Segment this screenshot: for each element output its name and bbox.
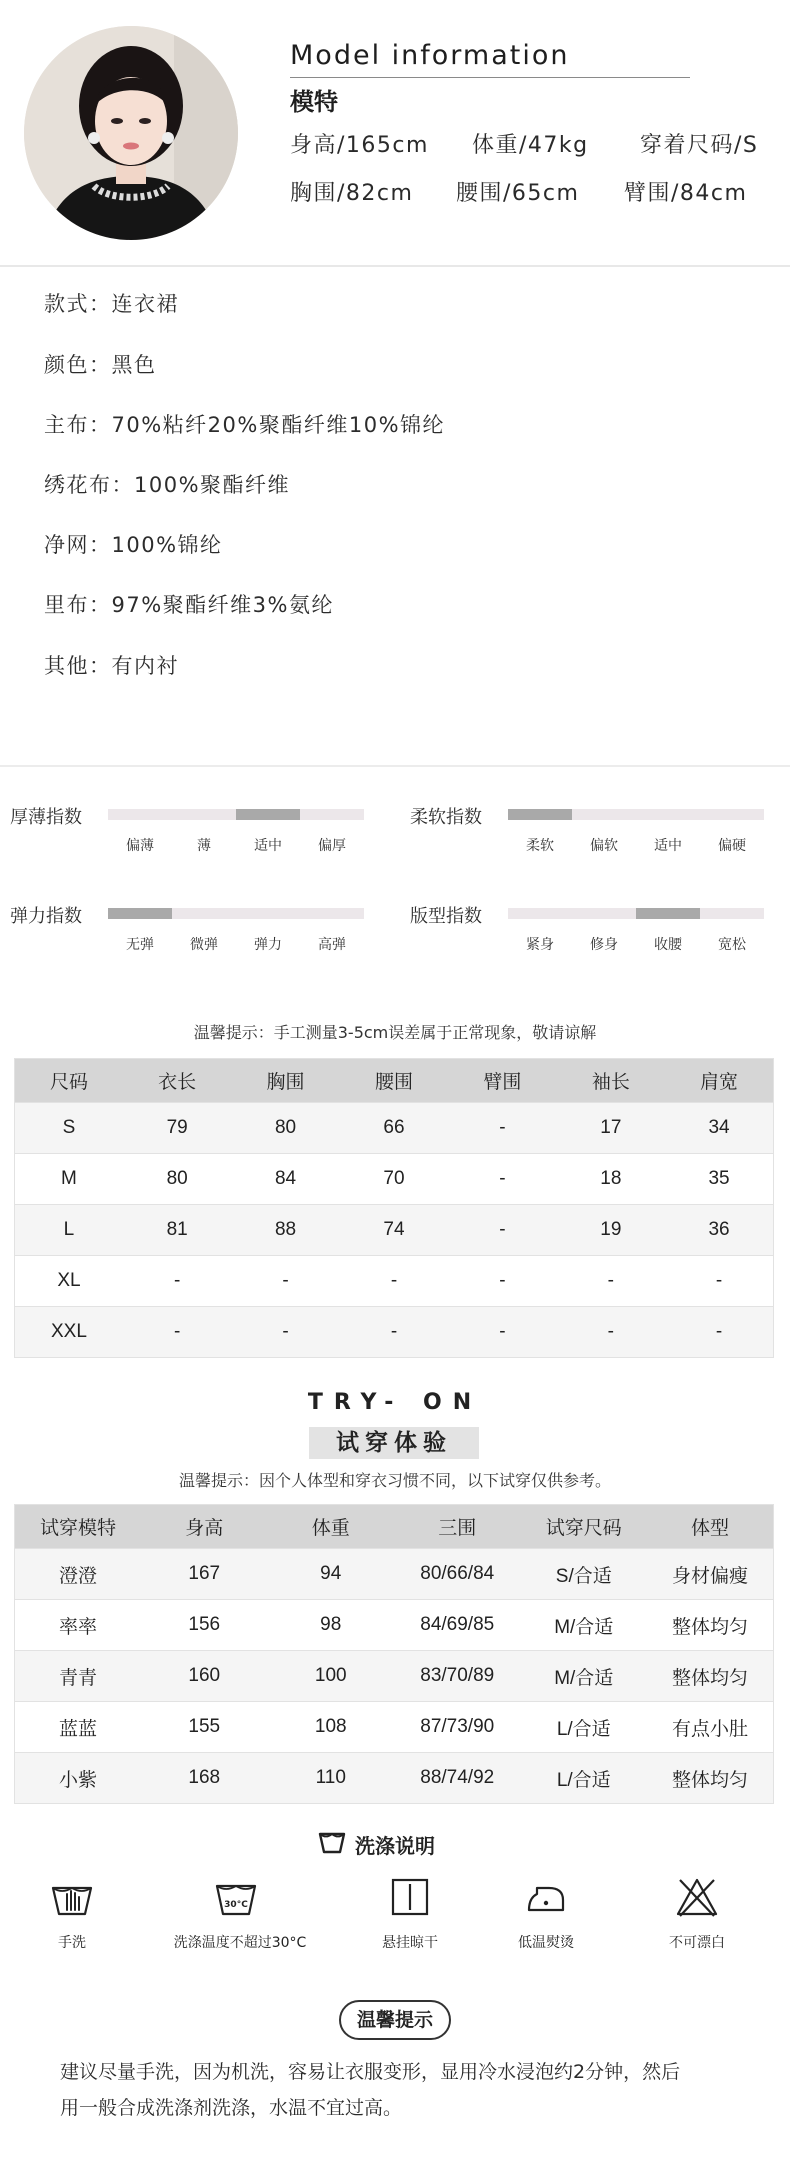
index-tick-thickness: 偏薄 [126,838,154,854]
index-tick-softness: 柔软 [526,838,554,854]
model-avatar [24,26,238,240]
tryon-table-cell: 澄澄 [15,1549,142,1600]
tryon-table-header [15,1505,774,1549]
index-tick-softness: 偏软 [590,838,618,854]
tryon-table-cell: 整体均匀 [647,1600,774,1651]
tryon-table-header-cell: 体重 [268,1505,395,1549]
size-table-cell: 35 [665,1154,773,1205]
size-table-cell: 70 [340,1154,448,1205]
size-table-cell: - [231,1307,339,1358]
tryon-table-header-cell: 身高 [141,1505,268,1549]
reminder-line-1: 建议尽量手洗，因为机洗，容易让衣服变形，显用冷水浸泡约2分钟，然后 [60,2061,681,2083]
tryon-table-cell: 整体均匀 [647,1753,774,1804]
size-table-cell: - [665,1307,773,1358]
tryon-table-cell: 100 [268,1651,395,1702]
size-table-cell: S [15,1103,123,1154]
size-table-header-cell: 肩宽 [665,1059,773,1103]
wash-label-temp: 洗涤温度不超过30°C [173,1935,307,1951]
size-table-header-cell: 臂围 [448,1059,556,1103]
index-tick-softness: 适中 [654,838,682,854]
tryon-table-cell: 155 [141,1702,268,1753]
size-table-header-cell: 腰围 [340,1059,448,1103]
low-iron-icon [523,1874,569,1920]
tryon-table-cell: 身材偏瘦 [647,1549,774,1600]
wash-label-hang: 悬挂晾干 [382,1935,438,1951]
model-info-title: Model information [290,40,570,71]
index-label-elasticity: 弹力指数 [10,906,82,927]
tryon-table-header-cell: 试穿模特 [15,1505,142,1549]
tryon-table-row [15,1600,774,1651]
tryon-table-cell: 98 [268,1600,395,1651]
tryon-table-cell: 蓝蓝 [15,1702,142,1753]
tryon-tip: 温馨提示：因个人体型和穿衣习惯不同，以下试穿仅供参考。 [178,1471,611,1490]
spec-color: 颜色：黑色 [44,353,157,377]
tryon-table-cell: L/合适 [521,1753,648,1804]
size-table-row [15,1103,774,1154]
section-divider [0,765,790,767]
tryon-table-cell: 整体均匀 [647,1651,774,1702]
spec-style: 款式：连衣裙 [44,292,179,316]
model-weight: 体重/47kg [472,133,589,158]
tryon-table-cell: 168 [141,1753,268,1804]
model-arm: 臂围/84cm [624,181,748,206]
spec-mesh: 净网：100%锦纶 [44,533,223,557]
tryon-table-cell: M/合适 [521,1651,648,1702]
size-table-cell: XXL [15,1307,123,1358]
tryon-table-header-cell: 三围 [394,1505,521,1549]
reminder-title: 温馨提示 [339,2000,451,2040]
index-label-softness: 柔软指数 [410,807,482,828]
size-table-cell: - [340,1256,448,1307]
index-indicator-elasticity [108,908,172,919]
tryon-title-en: TRY- ON [307,1390,483,1415]
size-table-cell: - [448,1256,556,1307]
size-table-cell: - [448,1307,556,1358]
size-table-header-cell: 衣长 [123,1059,231,1103]
index-track-softness [508,809,764,820]
tryon-table-cell: 小紫 [15,1753,142,1804]
section-divider [0,265,790,267]
size-table-cell: - [123,1256,231,1307]
tryon-title-zh: 试穿体验 [336,1430,452,1456]
tryon-table-row [15,1549,774,1600]
size-table-cell: 74 [340,1205,448,1256]
index-track-elasticity [108,908,364,919]
model-info-subtitle: 模特 [290,88,338,116]
size-table-cell: 66 [340,1103,448,1154]
index-tick-fit: 紧身 [526,937,554,953]
size-table-cell: 34 [665,1103,773,1154]
size-table-cell: 18 [557,1154,665,1205]
size-table-cell: - [123,1307,231,1358]
size-table-cell: - [231,1256,339,1307]
size-table-cell: 88 [231,1205,339,1256]
size-table-cell: - [340,1307,448,1358]
model-bust: 胸围/82cm [290,181,414,206]
tryon-table-cell: S/合适 [521,1549,648,1600]
tryon-table-cell: 83/70/89 [394,1651,521,1702]
size-table-header-cell: 胸围 [231,1059,339,1103]
index-tick-thickness: 薄 [197,838,211,854]
tryon-table-cell: 青青 [15,1651,142,1702]
size-table-header-cell: 尺码 [15,1059,123,1103]
index-tick-fit: 收腰 [654,937,682,953]
size-tip: 温馨提示：手工测量3-5cm误差属于正常现象，敬请谅解 [193,1023,597,1042]
size-table-cell: 84 [231,1154,339,1205]
tryon-table-cell: 108 [268,1702,395,1753]
size-table-row [15,1154,774,1205]
wash-label-iron: 低温熨烫 [518,1935,574,1951]
index-track-fit [508,908,764,919]
index-tick-elasticity: 微弹 [190,937,218,953]
size-table-cell: 81 [123,1205,231,1256]
size-table-cell: - [448,1103,556,1154]
tryon-table-cell: L/合适 [521,1702,648,1753]
index-label-thickness: 厚薄指数 [10,807,82,828]
size-table-cell: 17 [557,1103,665,1154]
wash-basin-icon [318,1831,346,1855]
index-tick-fit: 修身 [590,937,618,953]
size-table-cell: 36 [665,1205,773,1256]
index-indicator-fit [636,908,700,919]
index-tick-thickness: 适中 [254,838,282,854]
tryon-table-cell: 160 [141,1651,268,1702]
tryon-table [14,1504,774,1804]
spec-embroidery-fabric: 绣花布：100%聚酯纤维 [44,473,291,497]
size-table [14,1058,774,1358]
size-table-cell: L [15,1205,123,1256]
hand-wash-icon [49,1874,95,1920]
spec-main-fabric: 主布：70%粘纤20%聚酯纤维10%锦纶 [44,413,446,437]
index-tick-elasticity: 无弹 [126,937,154,953]
size-table-row [15,1256,774,1307]
model-height: 身高/165cm [290,133,429,158]
wash-label-hand: 手洗 [58,1935,86,1951]
tryon-table-cell: 167 [141,1549,268,1600]
model-size: 穿着尺码/S [640,133,759,158]
model-waist: 腰围/65cm [456,181,580,206]
spec-other: 其他：有内衬 [44,654,179,678]
size-table-cell: - [448,1205,556,1256]
wash-30c-icon [213,1874,259,1920]
index-tick-elasticity: 弹力 [254,937,282,953]
size-table-cell: M [15,1154,123,1205]
tryon-table-cell: 87/73/90 [394,1702,521,1753]
tryon-table-cell: 94 [268,1549,395,1600]
wash-temp-text: 30°C [224,1900,248,1910]
size-table-cell: 19 [557,1205,665,1256]
index-indicator-softness [508,809,572,820]
tryon-table-cell: 84/69/85 [394,1600,521,1651]
index-tick-thickness: 偏厚 [318,838,346,854]
index-tick-softness: 偏硬 [718,838,746,854]
wash-label-bleach: 不可漂白 [669,1935,725,1951]
no-bleach-icon [674,1874,720,1920]
size-table-header [15,1059,774,1103]
index-label-fit: 版型指数 [410,906,482,927]
size-table-cell: - [557,1256,665,1307]
tryon-table-header-cell: 试穿尺码 [521,1505,648,1549]
tryon-table-cell: 88/74/92 [394,1753,521,1804]
title-underline [290,77,690,78]
tryon-table-cell: 80/66/84 [394,1549,521,1600]
index-tick-fit: 宽松 [718,937,746,953]
tryon-table-header-cell: 体型 [647,1505,774,1549]
size-table-cell: 79 [123,1103,231,1154]
size-table-cell: 80 [231,1103,339,1154]
tryon-table-row [15,1651,774,1702]
model-portrait-image [24,26,238,240]
tryon-table-row [15,1753,774,1804]
spec-lining: 里布：97%聚酯纤维3%氨纶 [44,593,334,617]
size-table-cell: - [557,1307,665,1358]
tryon-table-cell: 156 [141,1600,268,1651]
index-tick-elasticity: 高弹 [318,937,346,953]
size-table-row [15,1307,774,1358]
size-table-cell: - [448,1154,556,1205]
tryon-table-cell: 有点小肚 [647,1702,774,1753]
tryon-table-cell: M/合适 [521,1600,648,1651]
size-table-row [15,1205,774,1256]
reminder-line-2: 用一般合成洗涤剂洗涤，水温不宜过高。 [60,2097,403,2119]
tryon-table-cell: 110 [268,1753,395,1804]
tryon-table-cell: 率率 [15,1600,142,1651]
size-table-cell: 80 [123,1154,231,1205]
tryon-table-row [15,1702,774,1753]
index-indicator-thickness [236,809,300,820]
index-track-thickness [108,809,364,820]
wash-title: 洗涤说明 [355,1834,435,1858]
hang-dry-icon [387,1874,433,1920]
size-table-cell: - [665,1256,773,1307]
size-table-cell: XL [15,1256,123,1307]
size-table-header-cell: 袖长 [557,1059,665,1103]
